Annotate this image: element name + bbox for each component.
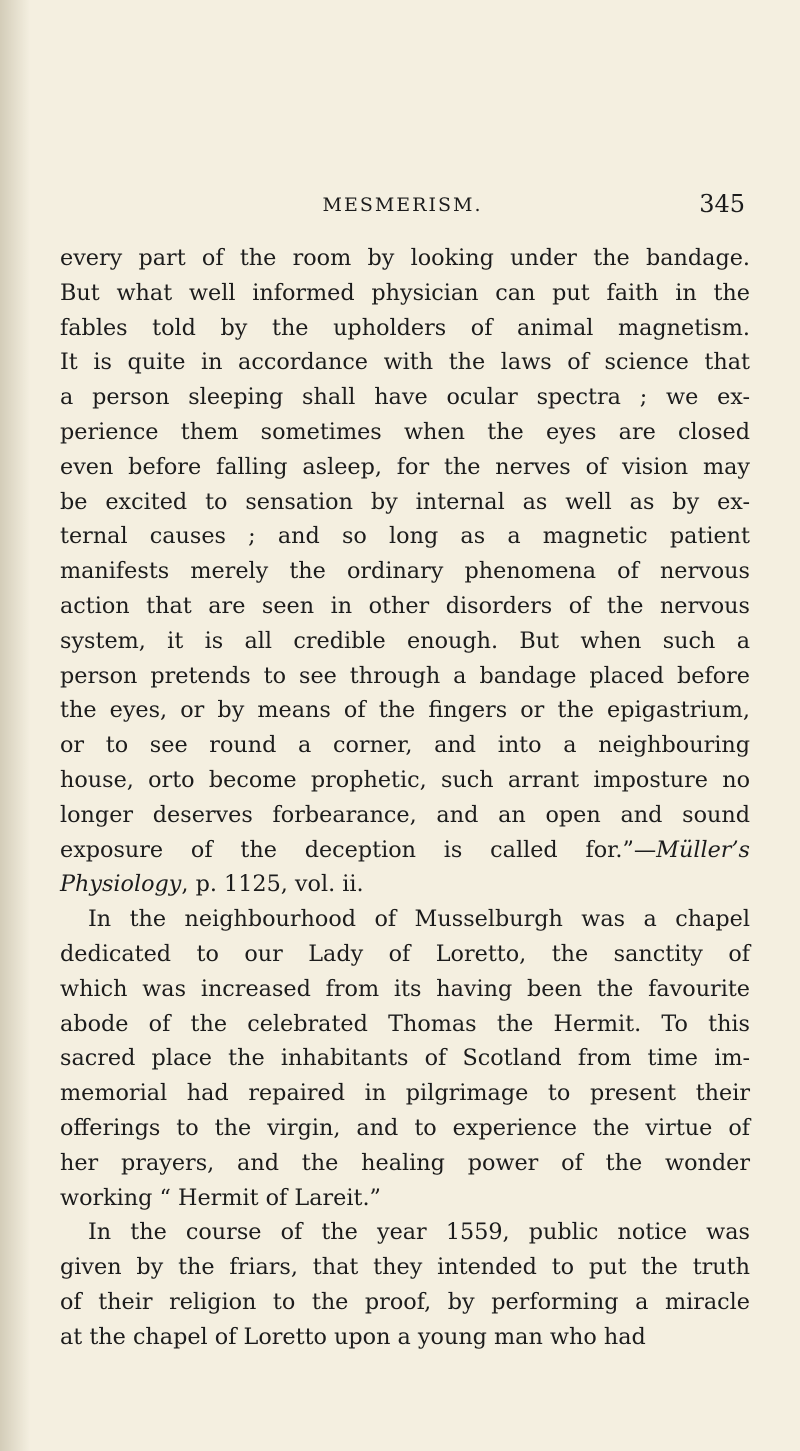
text-line (60, 1111, 750, 1146)
italic-citation: Müller’s (656, 836, 750, 863)
citation-detail: , p. 1125, vol. ii. (181, 871, 364, 898)
text-line (60, 763, 750, 798)
text-line (60, 624, 750, 659)
line-text: be excited to sensation by internal as well as by ex- (60, 488, 750, 515)
body-text (60, 241, 750, 1355)
text-line (60, 485, 750, 520)
text-line (60, 1007, 750, 1042)
text-line (60, 728, 750, 763)
line-text: or to see round a corner, and into a neighbouring (60, 732, 750, 759)
text-line (60, 1250, 750, 1285)
text-line (60, 1215, 750, 1250)
line-text: It is quite in accordance with the laws of science that (60, 349, 750, 376)
line-text: every part of the room by looking under the bandage. (60, 245, 750, 271)
line-text: which was increased from its having been the favourite (60, 975, 750, 1002)
line-text: at the chapel of Loretto upon a young man who had (60, 1323, 646, 1350)
paragraph (60, 902, 750, 1215)
text-line (60, 415, 750, 450)
text-line (60, 798, 750, 833)
text-line (60, 972, 750, 1007)
line-text: offerings to the virgin, and to experience the virtue of (60, 1114, 750, 1141)
line-text: the eyes, or by means of the fingers or the epigastrium, (60, 697, 750, 724)
line-text: her prayers, and the healing power of the wonder (60, 1149, 750, 1176)
line-text: given by the friars, that they intended to put the truth (60, 1254, 750, 1281)
text-line (60, 1146, 750, 1181)
page-edge-shadow (0, 0, 30, 1451)
text-line (60, 276, 750, 311)
text-line (60, 450, 750, 485)
line-text: But what well informed physician can put faith in the (60, 279, 750, 306)
line-text: fables told by the upholders of animal magnetism. (60, 314, 750, 341)
line-text: working “ Hermit of Lareit.” (60, 1184, 381, 1211)
text-line (60, 1076, 750, 1111)
text-line (60, 1285, 750, 1320)
text-line (60, 833, 750, 868)
text-line (60, 867, 750, 902)
line-text: house, orto become prophetic, such arrant imposture no (60, 766, 750, 793)
line-text: In the course of the year 1559, public notice was (88, 1219, 750, 1246)
running-title: MESMERISM. (322, 194, 483, 216)
text-line (60, 1041, 750, 1076)
paragraph (60, 241, 750, 902)
line-text: manifests merely the ordinary phenomena of nervous (60, 558, 750, 585)
line-text: even before falling asleep, for the nerves of vision may (60, 453, 750, 480)
text-line (60, 659, 750, 694)
page-number: 345 (699, 190, 745, 218)
italic-citation: Physiology (60, 871, 182, 898)
line-text: memorial had repaired in pilgrimage to present their (60, 1080, 750, 1107)
line-text: dedicated to our Lady of Loretto, the sanctity of (60, 940, 750, 967)
text-line (60, 554, 750, 589)
line-text: system, it is all credible enough. But when such a (60, 627, 750, 654)
text-line (60, 380, 750, 415)
line-text: ternal causes ; and so long as a magnetic patient (60, 523, 750, 550)
line-text: perience them sometimes when the eyes are closed (60, 418, 750, 445)
paragraph (60, 1215, 750, 1354)
line-text: abode of the celebrated Thomas the Hermit. To this (60, 1010, 750, 1037)
line-text: of their religion to the proof, by performing a miracle (60, 1288, 750, 1315)
text-line (60, 937, 750, 972)
text-line (60, 693, 750, 728)
text-line (60, 241, 750, 276)
text-line (60, 1181, 750, 1216)
line-text: a person sleeping shall have ocular spectra ; we ex- (60, 384, 750, 411)
line-text: sacred place the inhabitants of Scotland from time im- (60, 1045, 750, 1072)
text-line (60, 345, 750, 380)
line-text: In the neighbourhood of Musselburgh was a chapel (88, 906, 750, 933)
text-line (60, 902, 750, 937)
text-line (60, 519, 750, 554)
line-text: exposure of the deception is called for.”— (60, 836, 657, 863)
text-line (60, 589, 750, 624)
text-line (60, 1320, 750, 1355)
line-text: action that are seen in other disorders of the nervous (60, 592, 750, 619)
page-header (60, 190, 745, 220)
text-line (60, 311, 750, 346)
line-text: longer deserves forbearance, and an open and sound (60, 801, 750, 828)
line-text: person pretends to see through a bandage placed before (60, 662, 750, 689)
